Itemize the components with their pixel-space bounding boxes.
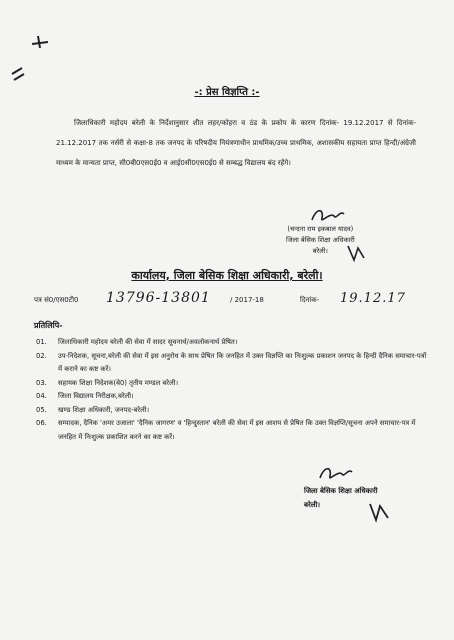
list-item: 03. सहायक शिक्षा निदेशक(बे0) तृतीय मण्डल बरेली। — [36, 378, 179, 387]
signature-mark — [316, 464, 356, 486]
date-value: 19.12.17 — [340, 291, 406, 306]
officer-name: (चन्दना राम इकबाल यादव) — [287, 225, 354, 233]
margin-mark — [4, 30, 54, 90]
officer-designation: जिला बेसिक शिक्षा अधिकारी — [304, 487, 378, 495]
letter-number: 13796-13801 — [106, 290, 211, 306]
signature-block-top — [286, 224, 355, 257]
officer-designation: जिला बेसिक शिक्षा अधिकारी — [286, 236, 355, 244]
signature-block-bottom — [304, 484, 378, 512]
officer-place: बरेली। — [312, 247, 328, 255]
signature-mark — [368, 500, 392, 524]
office-heading: कार्यालय, जिला बेसिक शिक्षा अधिकारी, बरेली। — [131, 269, 323, 282]
copy-to-label: प्रतिलिपि- — [34, 321, 63, 330]
copy-to-list — [36, 336, 428, 444]
press-note-body: जिलाधिकारी महोदय बरेली के निर्देशानुसार शीत लहर/कोहरा व ठंड के प्रकोप के कारण दिनांक- 19.12.2017 से दिनांक- 21.12.2017 तक नर्सरी से कक्षा-8 तक जनपद के परिषदीय नियंत्रणाधीन प्राथमिक/उच्च प्राथमिक, अशासकीय सहायता प्राप्त हिन्दी/अंग्रेजी माध्यम के मान्यता प्राप्त, सी0बी0एस0ई0 व आई0सी0एस0ई0 से सम्बद्ध विद्यालय बंद रहेंगे। — [56, 119, 416, 167]
list-item: 01. जिलाधिकारी महोदय बरेली की सेवा में सादर सूचनार्थ/अवलोकनार्थ प्रेषित। — [36, 338, 238, 346]
list-item: 04. जिला विद्यालय निरीक्षक,बरेली। — [36, 392, 134, 400]
officer-place: बरेली। — [304, 501, 321, 509]
letter-year: / 2017-18 — [230, 296, 264, 304]
signature-mark — [308, 206, 348, 228]
date-label: दिनांक- — [300, 296, 320, 304]
list-item: 05. खण्ड शिक्षा अधिकारी, जनपद-बरेली। — [36, 405, 150, 414]
press-note-title: -: प्रेस विज्ञप्ति :- — [194, 87, 260, 98]
signature-mark — [346, 242, 368, 264]
list-item: 02. उप-निदेशक, सूचना,बरेली की सेवा में इस अनुरोध के साथ प्रेषित कि जनहित में उक्त विज्ञप्ति का निःशुल्क प्रकाशन जनपद के हिन्दी दैनिक समाचार-पत्रों में कराने का कष्ट करें। — [36, 351, 427, 373]
letter-prefix: पत्र सं0/एस0टी0 — [34, 296, 79, 304]
list-item: 06. सम्पादक, दैनिक 'अमर उजाला' 'दैनिक जागरण' व 'हिन्दुस्तान' बरेली की सेवा में इस आशय से प्रेषित कि उक्त विज्ञप्ति/सूचना अपने समाचार-पत्र में जनहित में निःशुल्क प्रकाशित करने का कष्ट करें। — [36, 419, 416, 441]
